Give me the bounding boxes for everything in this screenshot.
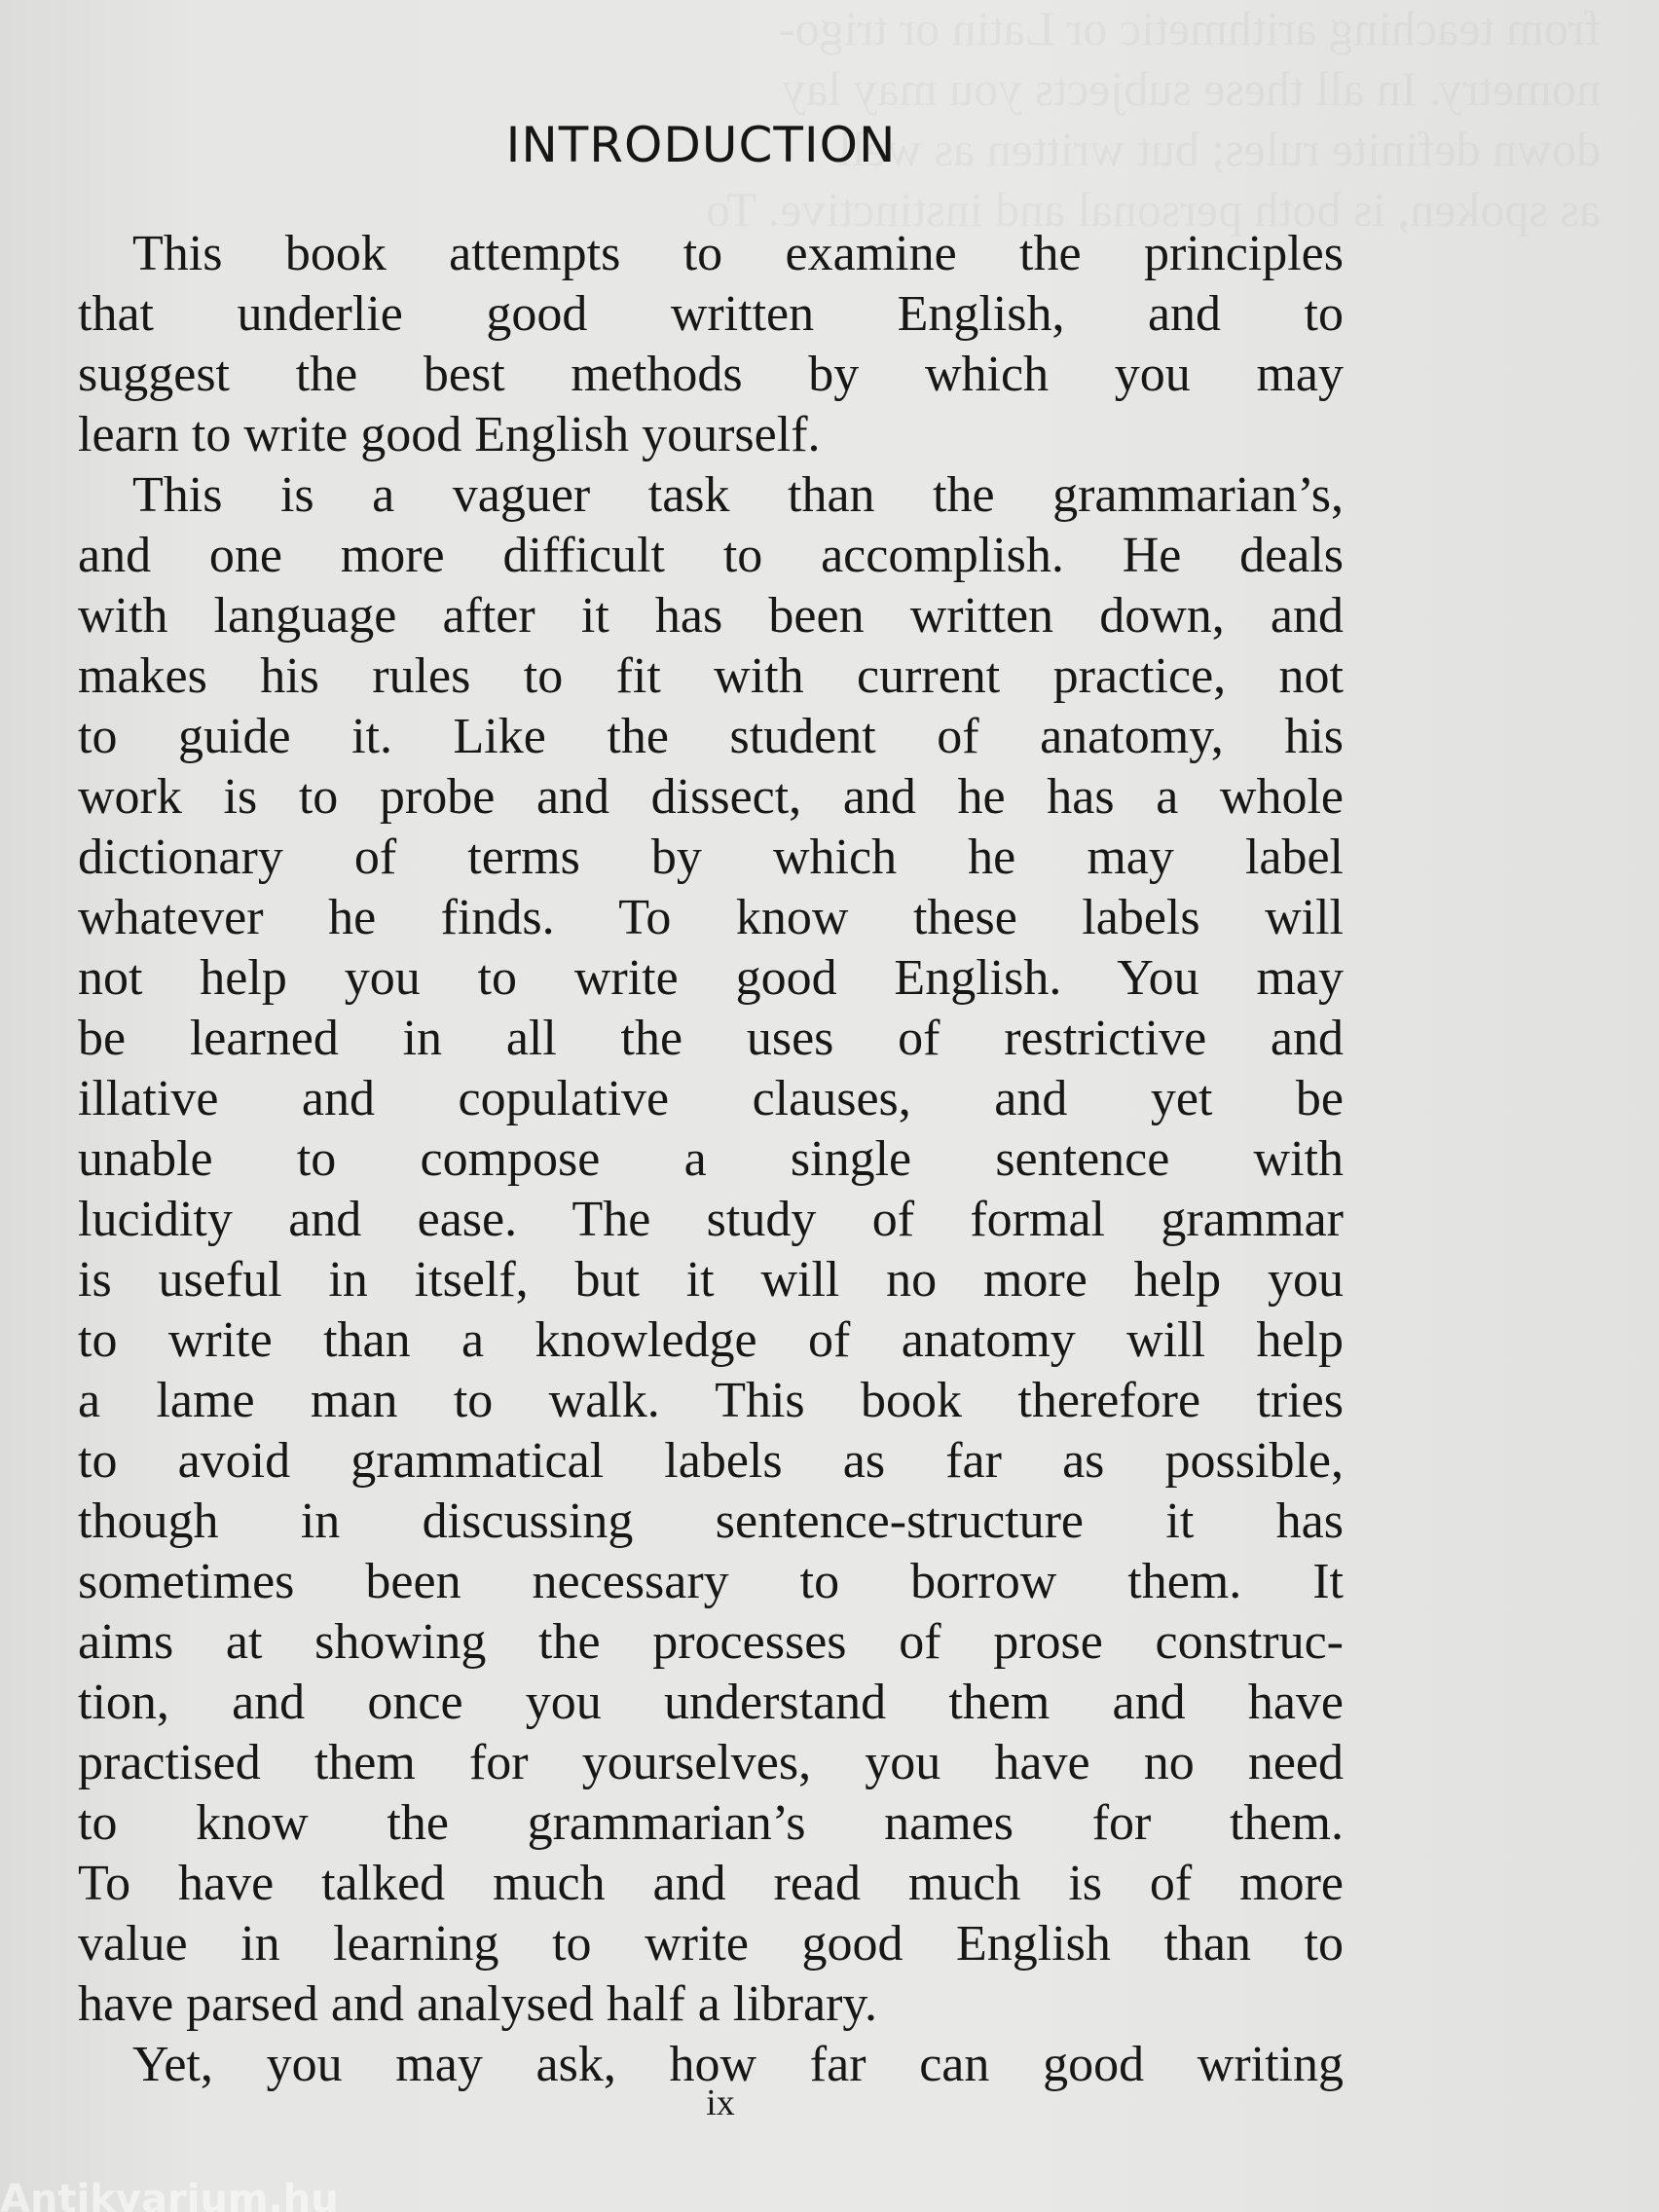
text-line: be learned in all the uses of restrictive and xyxy=(78,1011,1344,1066)
text-line: to know the grammarian’s names for them. xyxy=(78,1795,1344,1851)
text-line: is useful in itself, but it will no more help you xyxy=(78,1252,1344,1308)
text-line: To have talked much and read much is of more xyxy=(78,1856,1344,1911)
text-line: to write than a knowledge of anatomy will help xyxy=(78,1312,1344,1368)
text-line: and one more difficult to accomplish. He deals xyxy=(78,528,1344,583)
text-line: tion, and once you understand them and have xyxy=(78,1675,1344,1730)
text-line: sometimes been necessary to borrow them. It xyxy=(78,1554,1344,1609)
text-line: value in learning to write good English than to xyxy=(78,1916,1344,1972)
text-line: lucidity and ease. The study of formal grammar xyxy=(78,1192,1344,1247)
text-line: with language after it has been written down, and xyxy=(78,588,1344,644)
text-line: a lame man to walk. This book therefore tries xyxy=(78,1373,1344,1428)
chapter-heading: INTRODUCTION xyxy=(505,117,897,173)
text-line: dictionary of terms by which he may label xyxy=(78,830,1344,885)
text-line: learn to write good English yourself. xyxy=(78,407,821,462)
text-line: unable to compose a single sentence with xyxy=(78,1131,1344,1187)
text-line: work is to probe and dissect, and he has a whole xyxy=(78,769,1344,825)
watermark: Antikvarium.hu xyxy=(0,2177,339,2212)
text-line: not help you to write good English. You may xyxy=(78,950,1344,1006)
text-line: practised them for yourselves, you have no need xyxy=(78,1735,1344,1790)
text-line: illative and copulative clauses, and yet be xyxy=(78,1071,1344,1126)
bleed-through-line xyxy=(779,0,1601,56)
bleed-through-line xyxy=(782,60,1601,117)
text-line: aims at showing the processes of prose construc- xyxy=(78,1614,1344,1670)
text-line: to guide it. Like the student of anatomy, his xyxy=(78,709,1344,764)
body-text xyxy=(78,224,1344,2095)
text-line: that underlie good written English, and to xyxy=(78,286,1344,342)
page-number: ix xyxy=(706,2083,735,2123)
text-line: though in discussing sentence-structure it has xyxy=(78,1493,1344,1549)
text-line: suggest the best methods by which you may xyxy=(78,347,1344,402)
text-line: whatever he finds. To know these labels will xyxy=(78,890,1344,945)
text-line: This is a vaguer task than the grammarian’s, xyxy=(132,467,1344,523)
text-line: Yet, you may ask, how far can good writing xyxy=(132,2037,1344,2092)
text-line: makes his rules to fit with current practice, not xyxy=(78,648,1344,704)
text-line: have parsed and analysed half a library. xyxy=(78,1976,878,2032)
text-line: to avoid grammatical labels as far as possible, xyxy=(78,1433,1344,1489)
text-line: This book attempts to examine the principles xyxy=(132,226,1344,281)
